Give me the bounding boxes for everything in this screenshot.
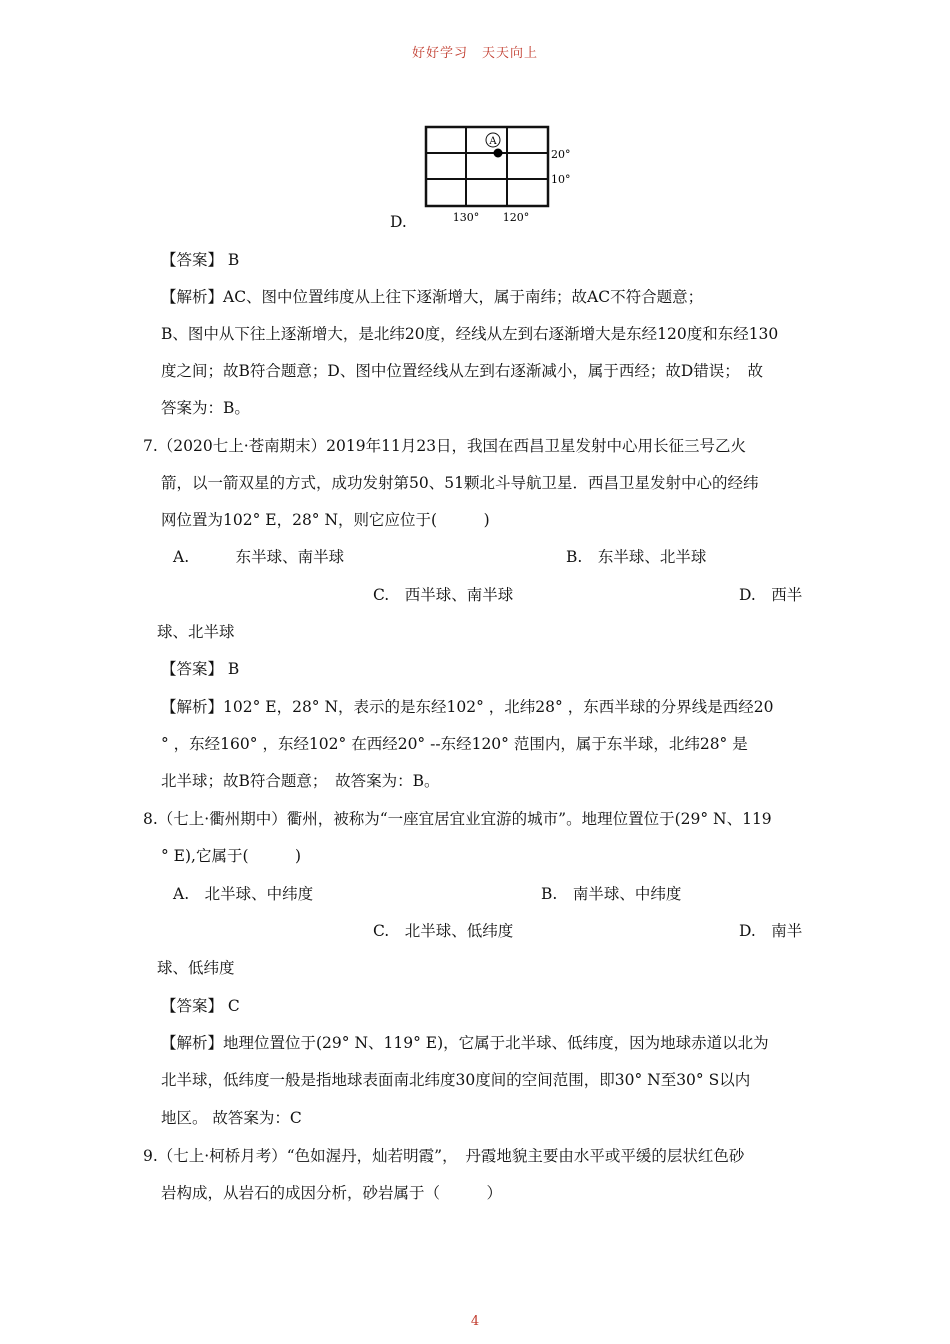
q8-option-c: C. 北半球、低纬度 [373, 922, 514, 940]
q8-analysis-line: 【解析】地理位置位于(29° N、119° E)，它属于北半球、低纬度，因为地球赤道以北为 [161, 1034, 769, 1052]
q7-answer: 【答案】 B [161, 660, 240, 678]
page-number: 4 [470, 1314, 480, 1329]
q7-analysis-line: 北半球；故B符合题意； 故答案为：B。 [161, 772, 440, 790]
q9-stem-line: 9.（七上·柯桥月考）“色如渥丹，灿若明霞”， 丹霞地貌主要由水平或平缓的层状红色砂 [143, 1147, 745, 1165]
q8-stem-line: ° E),它属于( ) [161, 847, 302, 865]
q7-option-d: D. 西半 [739, 586, 803, 604]
q8-option-d: D. 南半 [739, 922, 803, 940]
q7-analysis-line: ° ，东经160° ，东经102° 在西经20° --东经120° 范围内，属于东半球，北纬28° 是 [161, 735, 748, 753]
option-d-label: D. [390, 213, 407, 231]
q7-stem-line: 箭，以一箭双星的方式，成功发射第50、51颗北斗导航卫星．西昌卫星发射中心的经纬 [161, 474, 759, 492]
q8-stem-line: 8.（七上·衢州期中）衢州，被称为“一座宜居宜业宜游的城市”。地理位置位于(29° N、119 [143, 810, 772, 828]
q7-analysis-line: 【解析】102° E，28° N，表示的是东经102° ，北纬28° ，东西半球的分界线是西经20 [161, 698, 774, 716]
q6-analysis-line: 答案为：B。 [161, 399, 250, 417]
lat-label-20: 20° [551, 148, 571, 161]
q8-option-d-cont: 球、低纬度 [157, 959, 235, 977]
page-header: 好好学习 天天向上 [411, 46, 538, 61]
q9-stem-line: 岩构成，从岩石的成因分析，砂岩属于（ ） [161, 1184, 503, 1202]
q8-option-a: A. 北半球、中纬度 [173, 885, 314, 903]
q7-option-a: A. 东半球、南半球 [173, 548, 345, 566]
q8-analysis-line: 北半球，低纬度一般是指地球表面南北纬度30度间的空间范围，即30° N至30° S以内 [161, 1071, 751, 1089]
q8-option-b: B. 南半球、中纬度 [541, 885, 682, 903]
q7-option-c: C. 西半球、南半球 [373, 586, 514, 604]
q8-answer: 【答案】 C [161, 997, 240, 1015]
q6-analysis-line: B、图中从下往上逐渐增大，是北纬20度，经线从左到右逐渐增大是东经120度和东经130 [161, 325, 779, 343]
location-dot [494, 149, 503, 158]
lon-label-120: 120° [502, 211, 530, 224]
marker-label: A [489, 136, 497, 147]
grid-border [426, 127, 548, 206]
q6-answer: 【答案】 B [161, 251, 240, 269]
q7-stem-line: 7.（2020七上·苍南期末）2019年11月23日，我国在西昌卫星发射中心用长征三号乙火 [143, 437, 747, 455]
q7-option-d-cont: 球、北半球 [157, 623, 235, 641]
lat-label-10: 10° [551, 173, 571, 186]
lon-label-130: 130° [452, 211, 480, 224]
q8-analysis-line: 地区。 故答案为：C [161, 1109, 302, 1127]
q7-stem-line: 网位置为102° E，28° N，则它应位于( ) [161, 511, 490, 529]
q6-analysis-line: 【解析】AC、图中位置纬度从上往下逐渐增大，属于南纬；故AC不符合题意； [161, 288, 704, 306]
lat-lon-grid-figure [420, 122, 580, 232]
q7-option-b: B. 东半球、北半球 [566, 548, 707, 566]
q6-analysis-line: 度之间；故B符合题意；D、图中位置经线从左到右逐渐减小，属于西经；故D错误； 故 [161, 362, 763, 380]
